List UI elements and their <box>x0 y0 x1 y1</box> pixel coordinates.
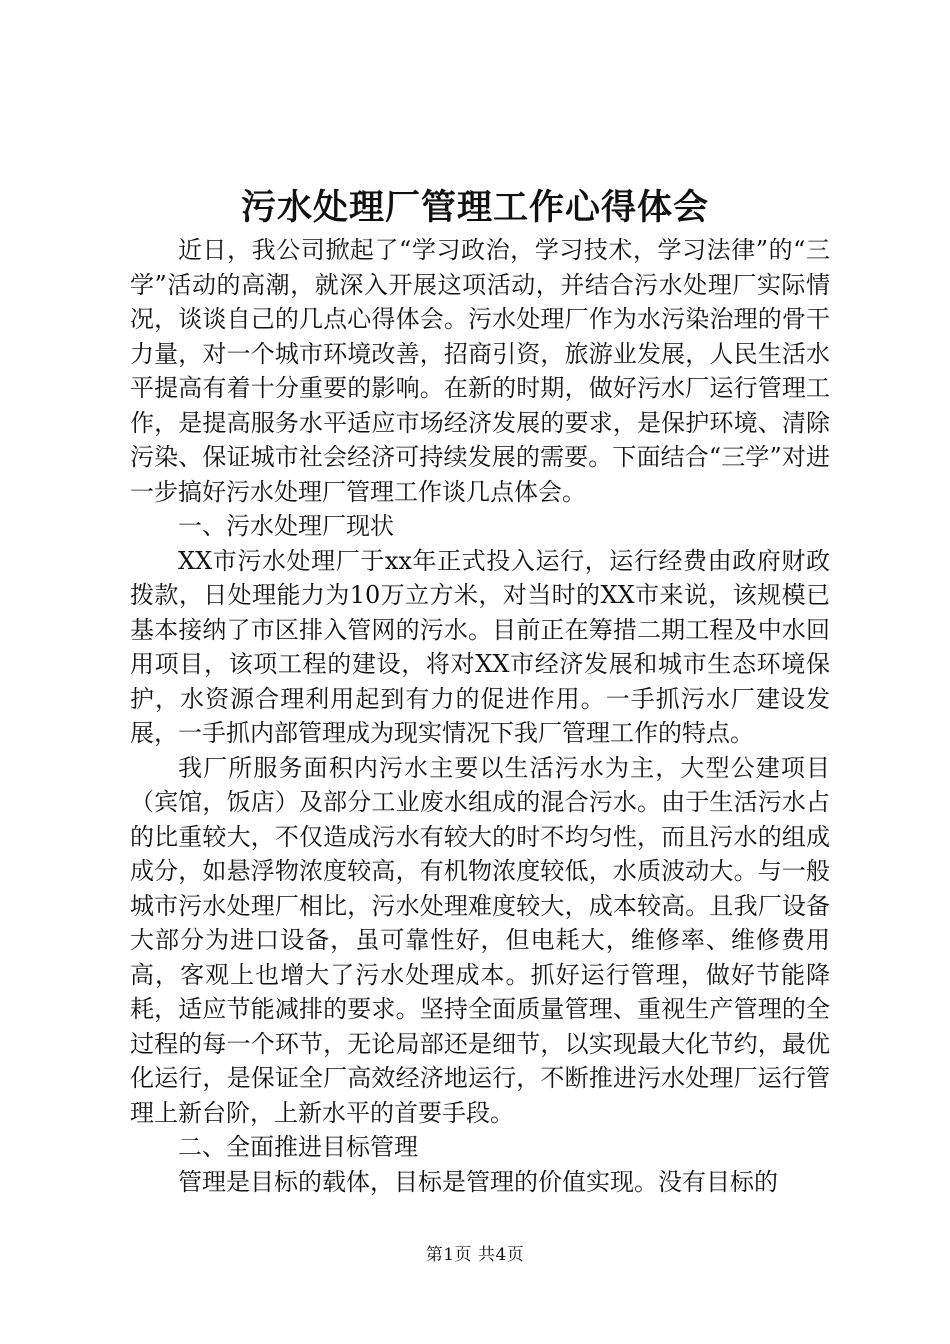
paragraph-status: XX市污水处理厂于xx年正式投入运行，运行经费由政府财政拨款，日处理能力为10万立方米，对当时的XX市来说，该规模已基本接纳了市区排入管网的污水。目前正在筹措二期工程及中水回用项目，该项工程的建设，将对XX市经济发展和城市生态环境保护，水资源合理利用起到有力的促进作用。一手抓污水厂建设发展，一手抓内部管理成为现实情况下我厂管理工作的特点。 <box>130 546 830 747</box>
page-footer: 第1页 共4页 <box>425 1245 525 1265</box>
document-body <box>130 233 830 1199</box>
paragraph-intro: 近日，我公司掀起了“学习政治，学习技术，学习法律”的“三学”活动的高潮，就深入开展这项活动，并结合污水处理厂实际情况，谈谈自己的几点心得体会。污水处理厂作为水污染治理的骨干力量，对一个城市环境改善，招商引资，旅游业发展，人民生活水平提高有着十分重要的影响。在新的时期，做好污水厂运行管理工作，是提高服务水平适应市场经济发展的要求，是保护环境、清除污染、保证城市社会经济可持续发展的需要。下面结合“三学”对进一步搞好污水处理厂管理工作谈几点体会。 <box>130 236 830 506</box>
paragraph-sewage-composition: 我厂所服务面积内污水主要以生活污水为主，大型公建项目（宾馆，饭店）及部分工业废水组成的混合污水。由于生活污水占的比重较大，不仅造成污水有较大的时不均匀性，而且污水的组成成分，如悬浮物浓度较高，有机物浓度较低，水质波动大。与一般城市污水处理厂相比，污水处理难度较大，成本较高。且我厂设备大部分为进口设备，虽可靠性好，但电耗大，维修率、维修费用高，客观上也增大了污水处理成本。抓好运行管理，做好节能降耗，适应节能减排的要求。坚持全面质量管理、重视生产管理的全过程的每一个环节，无论局部还是细节，以实现最大化节约，最优化运行，是保证全厂高效经济地运行，不断推进污水处理厂运行管理上新台阶，上新水平的首要手段。 <box>130 753 830 1127</box>
paragraph-target-management: 管理是目标的载体，目标是管理的价值实现。没有目标的 <box>178 1167 778 1196</box>
section-heading-1: 一、污水处理厂现状 <box>178 512 394 540</box>
document-title: 污水处理厂管理工作心得体会 <box>240 187 709 228</box>
section-heading-2: 二、全面推进目标管理 <box>178 1133 418 1161</box>
